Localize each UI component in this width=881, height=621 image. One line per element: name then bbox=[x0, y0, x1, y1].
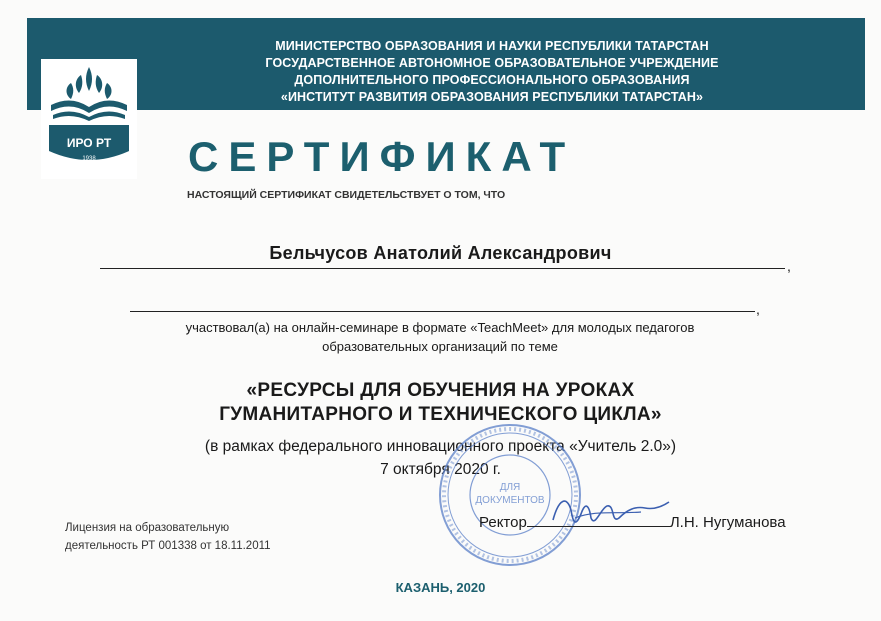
header-line-education-type: ДОПОЛНИТЕЛЬНОГО ПРОФЕССИОНАЛЬНОГО ОБРАЗОВАНИЯ bbox=[294, 73, 690, 87]
name-comma: , bbox=[787, 258, 791, 274]
header-line-ministry: МИНИСТЕРСТВО ОБРАЗОВАНИЯ И НАУКИ РЕСПУБЛИКИ ТАТАРСТАН bbox=[275, 39, 709, 53]
recipient-name: Бельчусов Анатолий Александрович bbox=[269, 243, 612, 263]
iro-logo-icon bbox=[41, 59, 137, 179]
header-banner bbox=[27, 18, 865, 110]
license-info bbox=[65, 519, 271, 555]
signatory-name: Л.Н. Нугуманова bbox=[669, 514, 786, 531]
participation-line-2: образовательных организаций по теме bbox=[322, 339, 558, 354]
license-line-2: деятельность РТ 001338 от 18.11.2011 bbox=[65, 540, 271, 552]
handwritten-signature-icon bbox=[545, 488, 675, 538]
seminar-date: 7 октября 2020 г. bbox=[380, 461, 501, 478]
certificate-subtitle: НАСТОЯЩИЙ СЕРТИФИКАТ СВИДЕТЕЛЬСТВУЕТ О ТОМ, ЧТО bbox=[187, 189, 506, 201]
blank-underline bbox=[130, 311, 755, 312]
header-line-institute-name: «ИНСТИТУТ РАЗВИТИЯ ОБРАЗОВАНИЯ РЕСПУБЛИКИ ТАТАРСТАН» bbox=[280, 90, 704, 104]
city-year: КАЗАНЬ, 2020 bbox=[395, 580, 486, 595]
logo-name: ИРО РТ bbox=[66, 136, 112, 150]
topic-line-2: ГУМАНИТАРНОГО И ТЕХНИЧЕСКОГО ЦИКЛА» bbox=[219, 404, 662, 425]
signatory-title: Ректор bbox=[479, 514, 527, 531]
certificate-title: СЕРТИФИКАТ bbox=[188, 133, 576, 180]
stamp-text-2: ДОКУМЕНТОВ bbox=[475, 495, 545, 506]
logo-year: 1938 bbox=[82, 156, 96, 162]
participation-line-1: участвовал(а) на онлайн-семинаре в формате «TeachMeet» для молодых педагогов bbox=[185, 320, 695, 335]
header-line-institution-type: ГОСУДАРСТВЕННОЕ АВТОНОМНОЕ ОБРАЗОВАТЕЛЬНОЕ УЧРЕЖДЕНИЕ bbox=[265, 56, 719, 70]
topic-line-1: «РЕСУРСЫ ДЛЯ ОБУЧЕНИЯ НА УРОКАХ bbox=[246, 380, 635, 401]
stamp-text-1: ДЛЯ bbox=[499, 482, 521, 493]
participation-text bbox=[130, 318, 750, 356]
project-note: (в рамках федерального инновационного проекта «Учитель 2.0») bbox=[204, 438, 677, 455]
license-line-1: Лицензия на образовательную bbox=[65, 522, 230, 534]
header-text bbox=[202, 38, 782, 106]
name-underline bbox=[100, 268, 785, 269]
blank-comma: , bbox=[756, 301, 760, 317]
